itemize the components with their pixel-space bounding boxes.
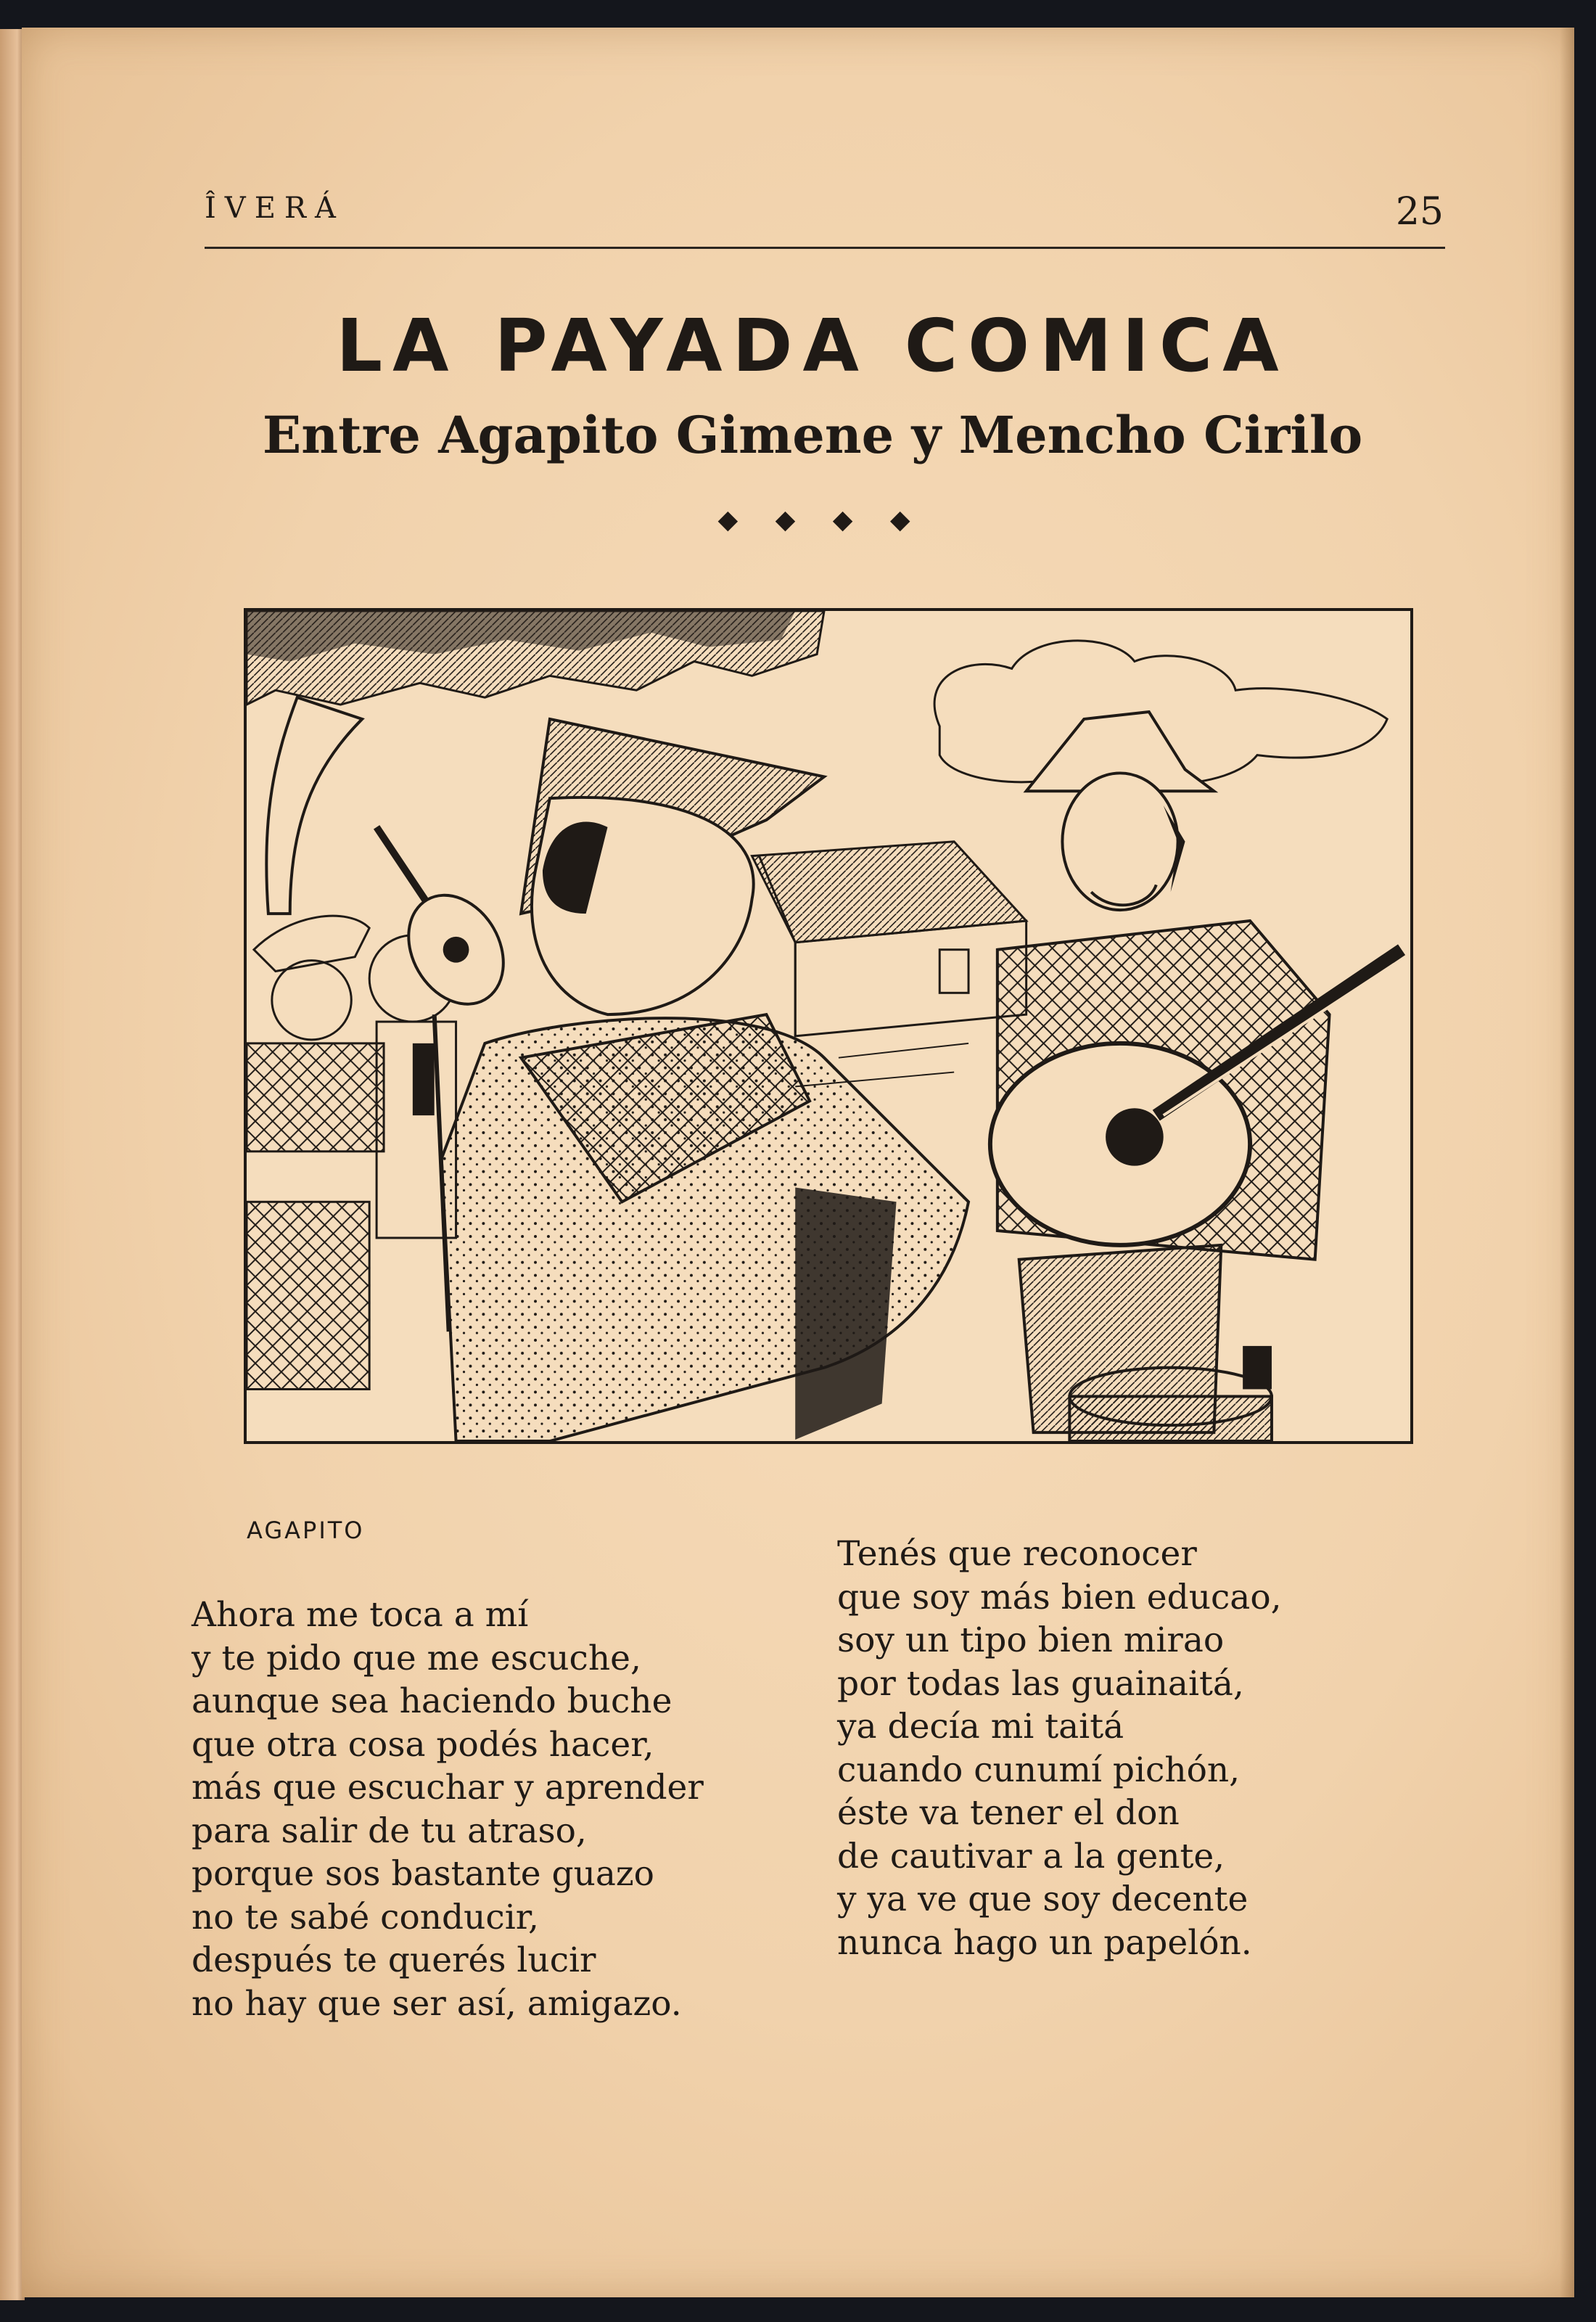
article-subtitle: Entre Agapito Gimene y Mencho Cirilo [262, 405, 1363, 465]
verse-line: nunca hago un papelón. [837, 1922, 1252, 1963]
verse-line: y te pido que me escuche, [192, 1638, 641, 1678]
verse-line: de cautivar a la gente, [837, 1836, 1225, 1876]
speaker-label: AGAPITO [247, 1517, 365, 1544]
page-number: 25 [1395, 190, 1444, 234]
verse-line: para salir de tu atraso, [192, 1810, 587, 1851]
illustration [244, 608, 1413, 1444]
verse-line: porque sos bastante guazo [192, 1854, 654, 1894]
verse-line: no hay que ser así, amigazo. [192, 1983, 682, 2024]
book-page [22, 28, 1574, 2297]
verse-line: que otra cosa podés hacer, [192, 1724, 654, 1765]
guitarist-figure [990, 712, 1402, 1441]
verse-line: aunque sea haciendo buche [192, 1681, 672, 1721]
poem-stanza-left [192, 1593, 704, 2025]
ornament-divider: ◆ ◆ ◆ ◆ [717, 505, 925, 535]
verse-line: Ahora me toca a mí [192, 1595, 529, 1635]
verse-line: soy un tipo bien mirao [837, 1620, 1225, 1660]
poem-stanza-right [837, 1533, 1282, 1964]
tree-foliage [247, 611, 824, 705]
center-singer-figure [442, 719, 968, 1441]
previous-page-edge [0, 29, 25, 2300]
small-guitar [377, 827, 522, 1021]
article-title: LA PAYADA COMICA [336, 303, 1289, 388]
verse-line: no te sabé conducir, [192, 1897, 539, 1937]
verse-line: éste va tener el don [837, 1793, 1180, 1833]
verse-line: y ya ve que soy decente [837, 1879, 1249, 1919]
verse-line: más que escuchar y aprender [192, 1768, 704, 1808]
verse-line: ya decía mi taitá [837, 1707, 1124, 1747]
verse-line: cuando cunumí pichón, [837, 1749, 1241, 1790]
tree-trunk [266, 697, 362, 914]
seated-onlookers [247, 916, 456, 1389]
verse-line: por todas las guainaitá, [837, 1663, 1244, 1704]
verse-line: Tenés que reconocer [837, 1534, 1197, 1574]
ranch-house [752, 842, 1027, 1036]
verse-line: que soy más bien educao, [837, 1577, 1282, 1617]
verse-line: después te querés lucir [192, 1940, 596, 1980]
header-rule [205, 247, 1445, 249]
running-head-title: ÎVERÁ [205, 192, 345, 225]
payada-illustration [247, 611, 1410, 1441]
